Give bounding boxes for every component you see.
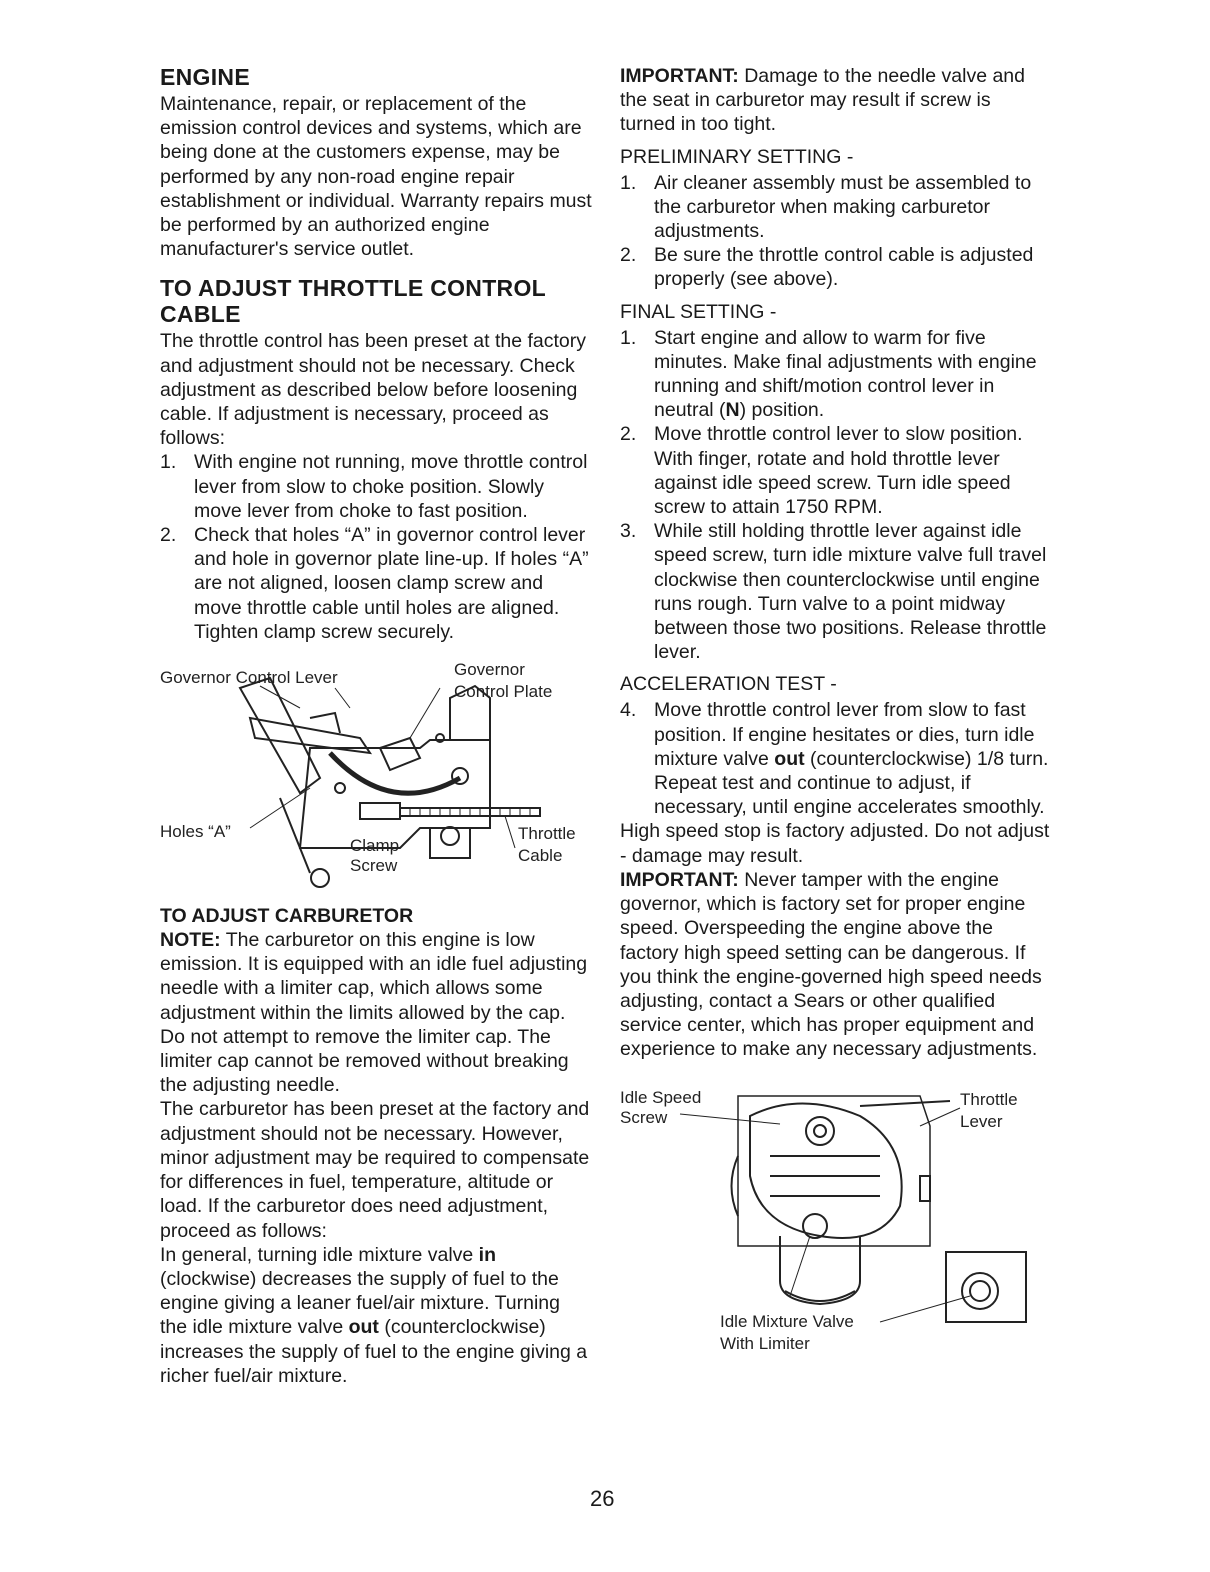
right-column <box>620 60 1050 1354</box>
important-governor: IMPORTANT: Never tamper with the engine governor, which is factory set for proper engine speed. Overspeeding the engine above the factory high speed setting can be dangerous. If you think the engine-governed high speed needs adjusting, contact a Sears or other qualified service center, which has proper equipment and experience to make any necessary adjustments. <box>620 868 1042 1061</box>
carburetor-diagram <box>620 1086 1050 1354</box>
idle-speed-screw-label: Screw <box>620 1107 668 1127</box>
list-item: 4. Move throttle control lever from slow to fast position. If engine hesitates or dies, turn idle mixture valve out (counterclockwise) 1/8 turn. Repeat test and continue to adjust, if necessary, until engine accelerates smoothly. <box>620 699 1049 819</box>
page-number: 26 <box>590 1486 615 1511</box>
throttle-cable-steps <box>160 450 592 644</box>
list-item: 1. Air cleaner assembly must be assembled to the carburetor when making carburetor adjustments. <box>620 171 1032 243</box>
governor-label: Governor <box>454 660 525 680</box>
throttle-lever-label-1: Throttle <box>960 1089 1018 1109</box>
engine-heading: ENGINE <box>160 64 250 90</box>
engine-body: Maintenance, repair, or replacement of the emission control devices and systems, which are being done at the customers expense, may be performed by any non-road engine repair establishment or individual. Warranty repairs must be performed by an authorized engine manufacturer's service outlet. <box>160 93 592 261</box>
list-item: 1. Start engine and allow to warm for five minutes. Make final adjustments with engine running and shift/motion control lever in neutral (N) position. <box>620 326 1037 422</box>
high-speed-note: High speed stop is factory adjusted. Do not adjust - damage may result. <box>620 820 1050 867</box>
list-item: 2. Be sure the throttle control cable is adjusted properly (see above). <box>620 244 1034 291</box>
acceleration-steps <box>620 698 1050 819</box>
screw-label: Screw <box>350 856 398 876</box>
idle-speed-label: Idle Speed <box>620 1087 702 1107</box>
acceleration-heading: ACCELERATION TEST - <box>620 673 837 696</box>
throttle-label: Throttle <box>518 824 576 844</box>
throttle-cable-heading: TO ADJUST THROTTLE CONTROL CABLE <box>160 275 547 328</box>
clamp-label: Clamp <box>350 836 400 856</box>
final-steps <box>620 326 1050 665</box>
carburetor-note: NOTE: The carburetor on this engine is low emission. It is equipped with an idle fuel adjusting needle with a limiter cap, which allows some adjustment within the limits allowed by the cap. Do not attempt to remove the limiter cap. The limiter cap cannot be removed without breaking the adjusting needle. <box>160 929 588 1097</box>
list-item: 3. While still holding throttle lever against idle speed screw, turn idle mixture valve full travel clockwise then counterclockwise until engine runs rough. Turn valve to a point midway between those two positions. Release throttle lever. <box>620 520 1047 664</box>
list-item: 1. With engine not running, move throttle control lever from slow to choke position. Slowly move lever from choke to fast position. <box>160 451 588 522</box>
important-needle: IMPORTANT: Damage to the needle valve and the seat in carburetor may result if screw is turned in too tight. <box>620 65 1025 136</box>
preliminary-steps <box>620 171 1050 292</box>
holes-a-label: Holes “A” <box>160 822 231 842</box>
governor-control-lever-label: Governor Control Lever <box>160 668 338 688</box>
preliminary-heading: PRELIMINARY SETTING - <box>620 145 854 168</box>
carburetor-general: In general, turning idle mixture valve in (clockwise) decreases the supply of fuel to the engine giving a leaner fuel/air mixture. Turning the idle mixture valve out (counterclockwise) increases the supply of fuel to the engine giving a richer fuel/air mixture. <box>160 1243 588 1387</box>
throttle-lever-label-2: Lever <box>960 1111 1003 1131</box>
carburetor-preset: The carburetor has been preset at the factory and adjustment should not be necessary. However, minor adjustment may be required to compensate for differences in fuel, temperature, altitude or load. If the carburetor does need adjustment, proceed as follows: <box>160 1098 590 1242</box>
throttle-cable-intro: The throttle control has been preset at the factory and adjustment should not be necessary. Check adjustment as described below before loosening cable. If adjustment is necessary, proceed as follows: <box>160 330 586 450</box>
with-limiter-label: With Limiter <box>720 1333 810 1353</box>
cable-label: Cable <box>518 846 563 866</box>
carburetor-heading: TO ADJUST CARBURETOR <box>160 905 414 928</box>
list-item: 2. Check that holes “A” in governor control lever and hole in governor plate line-up. If holes “A” are not aligned, loosen clamp screw and move throttle cable until holes are aligned. Tighten clamp screw securely. <box>160 524 589 643</box>
list-item: 2. Move throttle control lever to slow position. With finger, rotate and hold throttle lever against idle speed screw. Turn idle speed screw to attain 1750 RPM. <box>620 423 1023 519</box>
final-heading: FINAL SETTING - <box>620 300 777 323</box>
left-column <box>160 60 592 1388</box>
idle-mixture-label: Idle Mixture Valve <box>720 1311 854 1331</box>
control-plate-label: Control Plate <box>454 682 553 702</box>
throttle-diagram <box>160 658 592 894</box>
